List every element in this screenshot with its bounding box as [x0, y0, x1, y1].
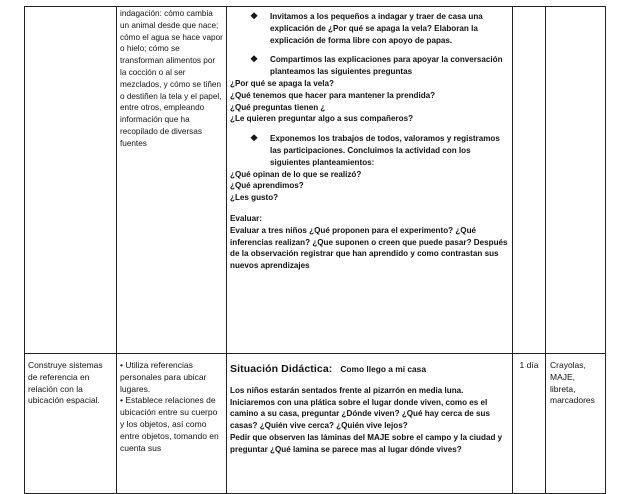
materials-cell — [546, 354, 606, 494]
learning-text: • Utiliza referencias personales para ubicar lugares. • Establece relaciones de ubicación entre su cuerpo y los objetos, así como entre objetos, tomando en cuenta sus — [120, 360, 219, 453]
bullet-text: Exponemos los trabajos de todos, valoramos y registramos las participaciones. Concluimos la actividad con los siguientes planteamientos: — [270, 134, 500, 167]
competence-text: Construye sistemas de referencia en relación con la ubicación espacial. — [28, 360, 103, 406]
activity-cell — [227, 7, 513, 354]
activity-content — [227, 354, 512, 456]
planning-table — [24, 6, 606, 494]
activity-content — [227, 7, 512, 272]
duration-cell-empty — [513, 7, 546, 354]
duration-text: 1 día — [519, 360, 539, 370]
situation-title: Situación Didáctica: — [230, 363, 333, 375]
materials-text: Crayolas, MAJE, libreta, marcadores — [550, 360, 595, 406]
bullet-item — [230, 11, 509, 46]
diamond-bullet-icon: ❖ — [250, 133, 259, 144]
question-line: ¿Qué aprendimos? — [230, 181, 304, 191]
learning-cell — [117, 7, 227, 354]
competence-cell — [25, 354, 117, 494]
question-line: ¿Qué tenemos que hacer para mantener la prendida? — [230, 90, 436, 100]
evaluation-text: Evaluar a tres niños ¿Qué proponen para el experimento? ¿Qué inferencias realizan? ¿Que suponen o creen que puede pasar? Después de la observación registrar que han aprendido y como contrastan sus nuevos aprendizajes — [230, 225, 508, 271]
situation-body: Los niños estarán sentados frente al pizarrón en media luna. Iniciaremos con una plática sobre el lugar donde viven, como es el camino a su casa, preguntar ¿Dónde viven? ¿Qué hay cerca de sus casas? ¿Quién vive cerca? ¿Quién vive lejos? — [230, 385, 490, 431]
bullet-item — [230, 54, 509, 78]
situation-heading — [230, 364, 509, 376]
situation-body: Pedir que observen las láminas del MAJE sobre el campo y la ciudad y preguntar ¿Qué lamina se parece mas al lugar dónde vives? — [230, 432, 503, 454]
evaluation-label: Evaluar: — [230, 213, 262, 223]
duration-cell — [513, 354, 546, 494]
table-row — [25, 7, 606, 354]
question-line: ¿Qué opinan de lo que se realizó? — [230, 169, 362, 179]
table-row — [25, 354, 606, 494]
question-line: ¿Les gusto? — [230, 193, 279, 203]
bullet-text: Invitamos a los pequeños a indagar y traer de casa una explicación de ¿Por qué se apaga la vela? Elaboran la explicación de forma libre con apoyo de papas. — [270, 12, 483, 45]
learning-cell — [117, 354, 227, 494]
question-line: ¿Por qué se apaga la vela? — [230, 78, 334, 88]
competence-cell-empty — [25, 7, 117, 354]
diamond-bullet-icon: ❖ — [250, 54, 259, 65]
situation-name: Como llego a mi casa — [340, 364, 426, 374]
activity-cell — [227, 354, 513, 494]
question-line: ¿Qué preguntas tienen ¿ — [230, 102, 326, 112]
materials-cell-empty — [546, 7, 606, 354]
learning-text: indagación: cómo cambia un animal desde que nace; cómo el agua se hace vapor o hielo; cómo se transforman alimentos por la cocción o al ser mezclados, y cómo se tiñen o destiñen la tela y el papel, entre otros, empleando información que ha recopilado de diversas fuentes — [120, 9, 223, 148]
diamond-bullet-icon: ❖ — [250, 11, 259, 21]
bullet-item — [230, 133, 509, 168]
bullet-text: Compartimos las explicaciones para apoyar la conversación planteamos las siguientes preguntas — [270, 55, 503, 77]
question-line: ¿Le quieren preguntar algo a sus compañeros? — [230, 114, 414, 124]
